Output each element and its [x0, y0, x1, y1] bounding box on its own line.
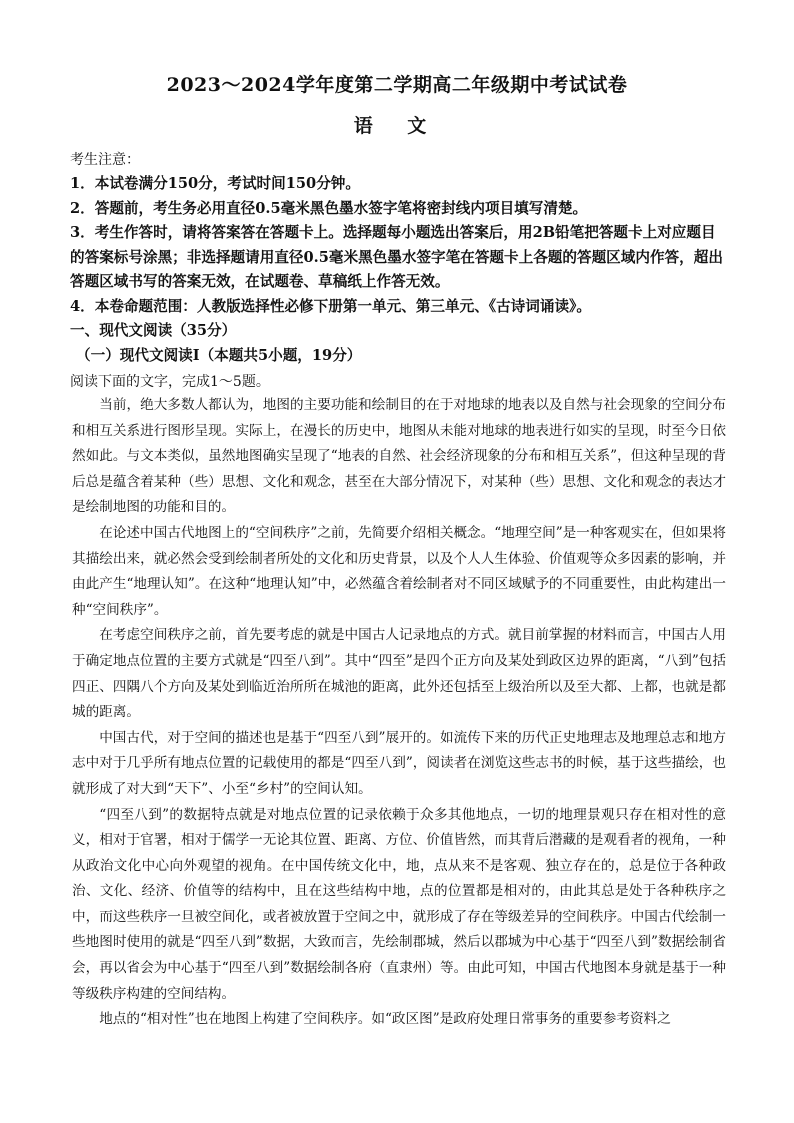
passage-paragraph: “四至八到”的数据特点就是对地点位置的记录依赖于众多其他地点，一切的地理景观只存在相对性的意义，相对于官署，相对于儒学一无论其位置、距离、方位、价值皆然，而其背后潜藏的是观看者的视角，一种从政治文化中心向外观望的视角。在中国传统文化中，地，点从来不是客观、独立存在的，总是位于各种政治、文化、经济、价值等的结构中，且在这些结构中地，点的位置都是相对的，由此其总是处于各种秩序之中，而这些秩序一旦被空间化，或者被放置于空间之中，就形成了存在等级差异的空间秩序。中国古代绘制一些地图时使用的就是“四至八到”数据，大致而言，先绘制郡城，然后以郡城为中心基于“四至八到”数据绘制省会，再以省会为中心基于“四至八到”数据绘制各府（直隶州）等。由此可知，中国古代地图本身就是基于一种等级秩序构建的空间结构。 — [72, 806, 726, 1002]
reading-instruction: 阅读下面的文字，完成1～5题。 — [70, 374, 270, 390]
notice-item: 3．考生作答时，请将答案答在答题卡上。选择题每小题选出答案后，用2B铅笔把答题卡上对应题目的答案标号涂黑；非选择题请用直径0.5毫米黑色墨水签字笔在答题卡上各题的答题区域内作答，超出答题区域书写的答案无效，在试题卷、草稿纸上作答无效。 — [70, 224, 723, 290]
notice-item: 4．本卷命题范围：人教版选择性必修下册第一单元、第三单元、《古诗词诵读》。 — [70, 297, 591, 315]
notice-heading: 考生注意： — [70, 152, 140, 168]
subsection-heading: （一）现代文阅读Ⅰ（本题共5小题，19分） — [76, 347, 362, 364]
notice-item: 1．本试卷满分150分，考试时间150分钟。 — [70, 175, 360, 192]
passage-paragraph: 地点的“相对性”也在地图上构建了空间秩序。如“政区图”是政府处理日常事务的重要参考资料之 — [99, 1011, 671, 1028]
exam-title: 2023～2024学年度第二学期高二年级期中考试试卷 — [166, 74, 628, 96]
passage-paragraph: 在考虑空间秩序之前，首先要考虑的就是中国古人记录地点的方式。就目前掌握的材料而言，中国古人用于确定地点位置的主要方式就是“四至八到”。其中“四至”是四个正方向及某处到政区边界的距离，“八到”包括四正、四隅八个方向及某处到临近治所所在城池的距离，此外还包括至上级治所以及至大都、上都，也就是都城的距离。 — [72, 627, 726, 721]
exam-notice — [70, 148, 730, 319]
reading-passage — [72, 393, 726, 1033]
notice-item: 2．答题前，考生务必用直径0.5毫米黑色墨水签字笔将密封线内项目填写清楚。 — [70, 199, 588, 217]
subject-title: 语 文 — [353, 115, 441, 137]
section-heading: 一、现代文阅读（35分） — [70, 322, 237, 339]
passage-paragraph: 当前，绝大多数人都认为，地图的主要功能和绘制目的在于对地球的地表以及自然与社会现象的空间分布和相互关系进行图形呈现。实际上，在漫长的历史中，地图从未能对地球的地表进行如实的呈现，时至今日依然如此。与文本类似，虽然地图确实呈现了“地表的自然、社会经济现象的分布和相互关系”，但这种呈现的背后总是蕴含着某种（些）思想、文化和观念，甚至在大部分情况下，对某种（些）思想、文化和观念的表达才是绘制地图的功能和目的。 — [72, 397, 726, 516]
passage-paragraph: 中国古代，对于空间的描述也是基于“四至八到”展开的。如流传下来的历代正史地理志及地理总志和地方志中对于几乎所有地点位置的记载使用的都是“四至八到”，阅读者在浏览这些志书的时候，基于这些描绘，也就形成了对大到“天下”、小至“乡村”的空间认知。 — [72, 729, 726, 797]
passage-paragraph: 在论述中国古代地图上的“空间秩序”之前，先简要介绍相关概念。“地理空间”是一种客观实在，但如果将其描绘出来，就必然会受到绘制者所处的文化和历史背景，以及个人人生体验、价值观等众多因素的影响，并由此产生“地理认知”。在这种“地理认知”中，必然蕴含着绘制者对不同区域赋予的不同重要性，由此构建出一种“空间秩序”。 — [72, 524, 726, 618]
